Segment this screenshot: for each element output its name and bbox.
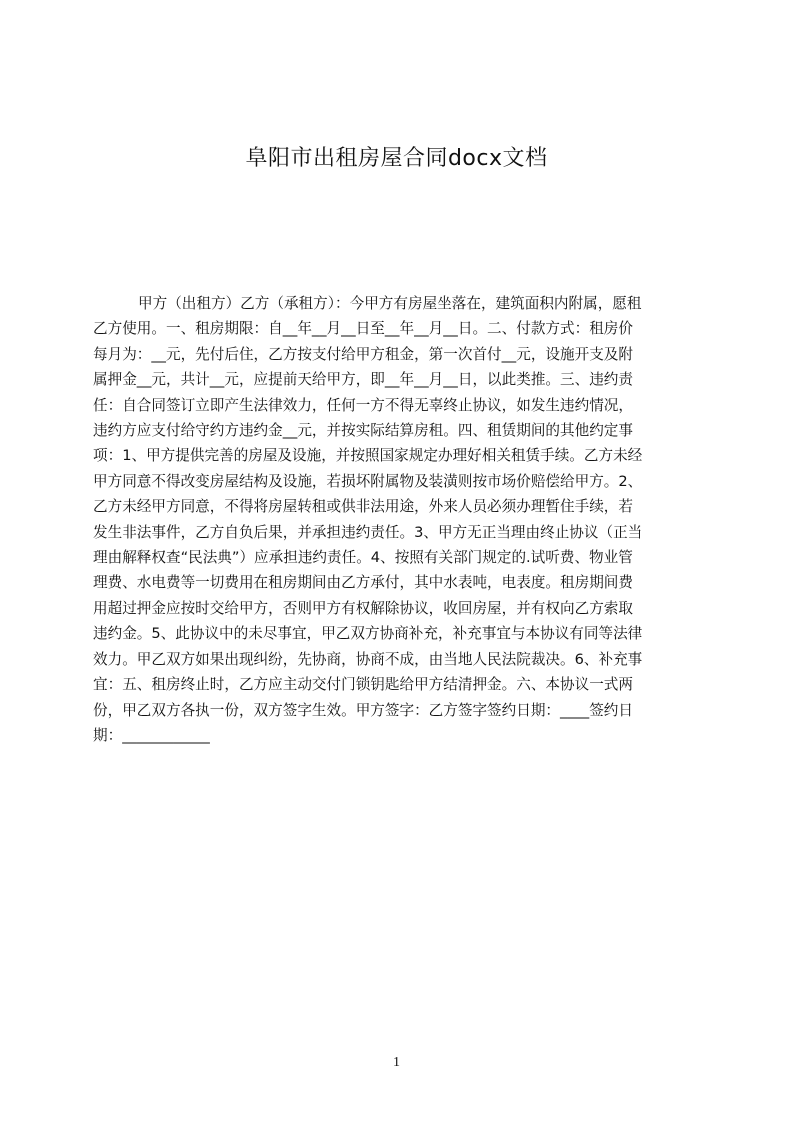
body-line: 每月为：__元，先付后住，乙方按支付给甲方租金，第一次首付__元，设施开支及附 <box>93 345 633 363</box>
body-line: 份，甲乙双方各执一份，双方签字生效。甲方签字：乙方签字签约日期：____签约日 <box>93 701 633 719</box>
contract-body <box>93 291 699 771</box>
body-line: 期：____________ <box>93 726 210 744</box>
body-line: 任：自合同签订立即产生法律效力，任何一方不得无辜终止协议，如发生违约情况， <box>93 396 633 414</box>
body-line: 违约金。5、此协议中的未尽事宜，甲乙双方协商补充，补充事宜与本协议有同等法律 <box>93 625 643 643</box>
body-line: 效力。甲乙双方如果出现纠纷，先协商，协商不成，由当地人民法院裁决。6、补充事 <box>93 650 643 668</box>
body-line: 发生非法事件，乙方自负后果，并承担违约责任。3、甲方无正当理由终止协议（正当 <box>93 523 643 541</box>
body-line: 属押金__元，共计__元，应提前天给甲方，即__年__月__日，以此类推。三、违约责 <box>93 371 633 389</box>
body-line: 甲方（出租方）乙方（承租方）：今甲方有房屋坐落在，建筑面积内附属，愿租 <box>138 295 642 312</box>
body-line: 宜：五、租房终止时，乙方应主动交付门锁钥匙给甲方结清押金。六、本协议一式两 <box>93 676 633 694</box>
body-line: 违约方应支付给守约方违约金__元，并按实际结算房租。四、租赁期间的其他约定事 <box>93 422 633 440</box>
body-line: 乙方使用。一、租房期限：自__年__月__日至__年__月__日。二、付款方式：租房价 <box>93 320 633 338</box>
body-line: 甲方同意不得改变房屋结构及设施，若损坏附属物及装潢则按市场价赔偿给甲方。2、 <box>93 472 643 490</box>
body-line: 项：1、甲方提供完善的房屋及设施，并按照国家规定办理好相关租赁手续。乙方未经 <box>93 447 643 465</box>
page-number: 1 <box>393 1055 400 1070</box>
body-line: 用超过押金应按时交给甲方，否则甲方有权解除协议，收回房屋，并有权向乙方索取 <box>93 599 633 617</box>
body-line: 乙方未经甲方同意，不得将房屋转租或供非法用途，外来人员必须办理暂住手续，若 <box>93 498 633 516</box>
body-line: 理由解释权查“民法典”）应承担违约责任。4、按照有关部门规定的.试听费、物业管 <box>93 549 633 567</box>
document-title: 阜阳市出租房屋合同docx文档 <box>245 146 548 171</box>
body-line: 理费、水电费等一切费用在租房期间由乙方承付，其中水表吨，电表度。租房期间费 <box>93 574 633 592</box>
